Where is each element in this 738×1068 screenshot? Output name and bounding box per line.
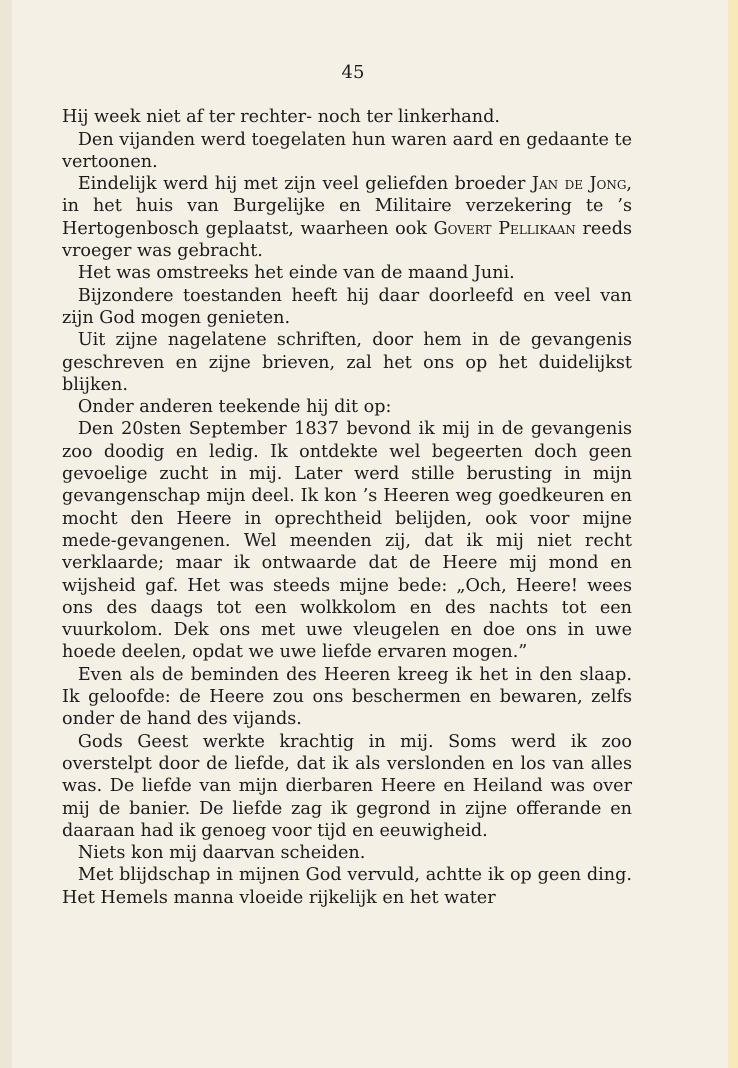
paragraph-12: Met blijdschap in mijnen God vervuld, achtte ik op geen ding. Het Hemels manna vloeide rijkelijk en het water <box>62 865 632 908</box>
paragraph-10: Gods Geest werkte krachtig in mij. Soms werd ik zoo overstelpt door de liefde, dat ik als verslonden en los van alles was. De liefde van mijn dierbaren Heere en Heiland was over mij de banier. De liefde zag ik gegrond in zijne offerande en daaraan had ik genoeg voor tijd en eeuwigheid. <box>62 731 632 841</box>
paragraph-11: Niets kon mij daarvan scheiden. <box>77 843 366 864</box>
paragraph-3-text-c: reeds vroeger was gebracht. <box>62 218 632 262</box>
paragraph-5: Bijzondere toestanden heeft hij daar doorleefd en veel van zijn God mogen genieten. <box>62 285 632 328</box>
book-page <box>62 62 632 909</box>
paragraph-1: Hij week niet af ter rechter- noch ter linkerhand. <box>62 107 500 128</box>
page-edge-right <box>728 0 738 1068</box>
paragraph-8: Den 20sten September 1837 bevond ik mij in de gevangenis zoo doodig en ledig. Ik ontdekte wel begeerten doch geen gevoelige zucht in mij. Later werd stille berusting in mijn gevangenschap mijn deel. Ik kon ’s Heeren weg goedkeuren en mocht den Heere in oprechtheid belijden, ook voor mijne mede-gevangenen. Wel meenden zij, dat ik mij niet recht verklaarde; maar ik ontwaarde dat de Heere mij mond en wijsheid gaf. Het was steeds mijne bede: „Och, Heere! wees ons des daags tot een wolkkolom en des nachts tot een vuurkolom. Dek ons met uwe vleugelen en doe ons in uwe hoede deelen, opdat we uwe liefde ervaren mogen.” <box>62 419 632 663</box>
page-shadow-left <box>0 0 12 1068</box>
page-number: 45 <box>341 62 365 83</box>
paragraph-6: Uit zijne nagelatene schriften, door hem in de gevangenis geschreven en zijne brieven, zal het ons op het duidelijkst blijken. <box>62 330 632 395</box>
paragraph-3-text-b: , in het huis van Burgelijke en Militaire verzekering te ’s Hertogenbosch geplaatst, waarheen ook <box>62 174 633 239</box>
paragraph-4: Het was omstreeks het einde van de maand Juni. <box>77 263 515 284</box>
paragraph-7: Onder anderen teekende hij dit op: <box>77 397 392 418</box>
person-name-jan-de-jong: Jan de Jong <box>531 174 627 195</box>
paragraph-3-text-a: Eindelijk werd hij met zijn veel geliefden broeder <box>77 174 532 195</box>
person-name-govert-pellikaan: Govert Pellikaan <box>433 218 576 239</box>
paragraph-3 <box>62 173 632 262</box>
paragraph-2: Den vijanden werd toegelaten hun waren aard en gedaante te vertoonen. <box>62 129 632 172</box>
paragraph-9: Even als de beminden des Heeren kreeg ik het in den slaap. Ik geloofde: de Heere zou ons beschermen en bewaren, zelfs onder de hand des vijands. <box>62 664 632 730</box>
